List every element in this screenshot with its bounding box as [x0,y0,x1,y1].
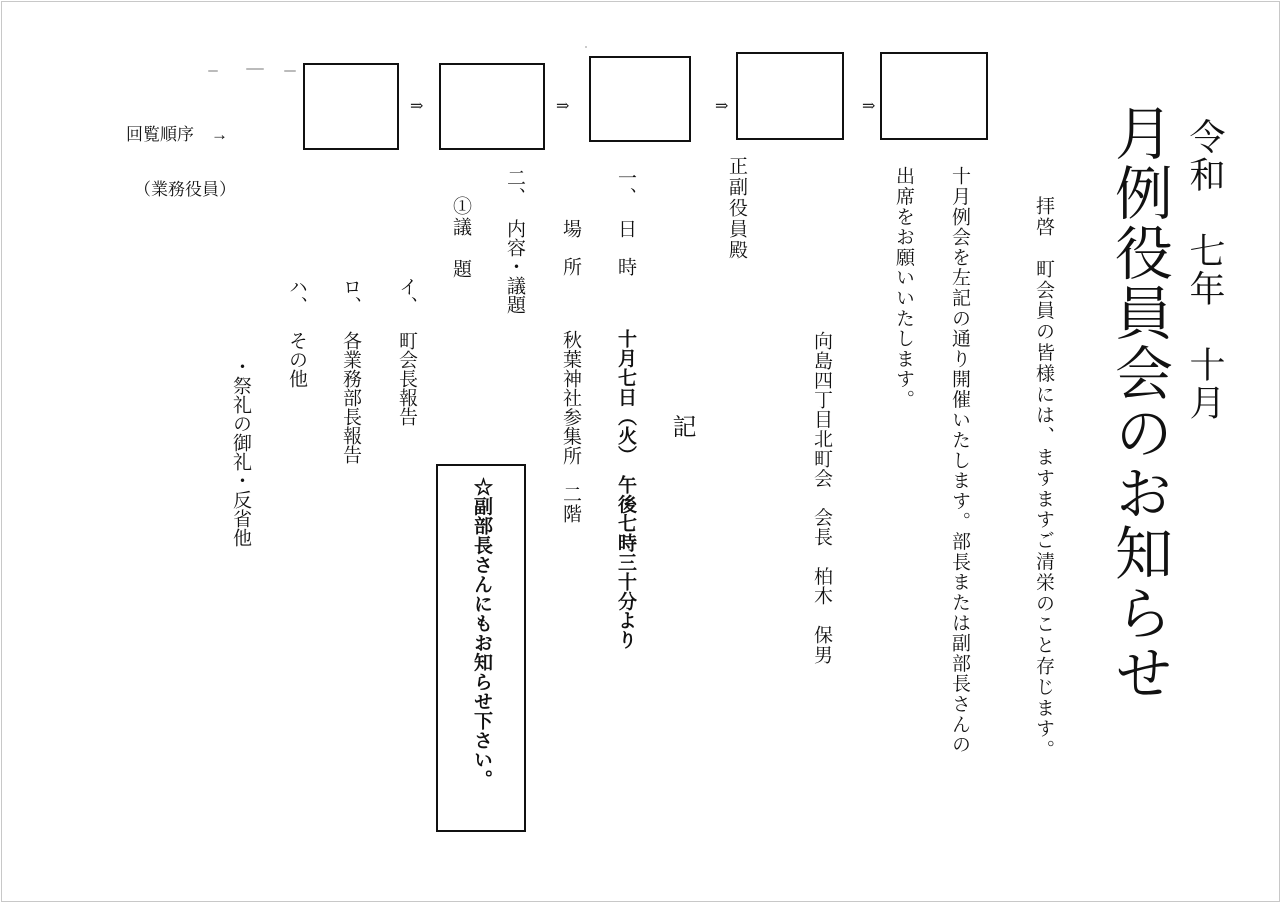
agenda-item-i-mark: イ、 [396,277,418,315]
stamp-box-2 [439,63,545,150]
agenda-item-ha: その他 [286,331,308,388]
item-2-number: 二、 [504,168,526,206]
datetime-label: 日 時 [615,219,637,276]
circulation-arrow-1: ⇒ [410,96,424,115]
stamp-box-5 [880,52,988,140]
circulation-arrow-4: ⇒ [862,96,876,115]
stamp-box-3 [589,56,691,142]
item-1-number: 一、 [615,168,637,206]
circulation-arrow-3: ⇒ [715,96,729,115]
agenda-item-ha-mark: ハ、 [286,277,308,315]
circulation-arrow-2: ⇒ [556,96,570,115]
agenda-item-ro: 各業務部長報告 [340,331,362,464]
circulation-label: 回覧順序 → [126,125,228,144]
sender: 向島四丁目北町会 会長 柏木 保男 [811,331,833,665]
body-line-2: 出席をお願いいたします。 [893,166,915,410]
datetime-value: 十月七日（火） 午後七時三十分より [615,329,637,650]
body-line-1: 十月例会を左記の通り開催いたします。部長または副部長さんの [949,166,971,755]
agenda-other-detail: ・祭礼の御礼・反省他 [230,357,252,547]
scan-speck [246,68,264,70]
greeting: 拝啓 町会員の皆様には、ますますご清栄のこと存じます。 [1033,196,1055,761]
date-era: 令和 七年 十月 [1184,118,1225,422]
agenda-label: ①議 題 [450,196,472,280]
agenda-item-ro-mark: ロ、 [340,277,362,315]
page-title: 月例役員会のお知らせ [1105,103,1173,703]
content-label: 内容・議題 [504,219,526,314]
notice-text: ☆副部長さんにもお知らせ下さい。 [471,477,493,789]
ki-heading: 記 [668,414,696,438]
agenda-item-i: 町会長報告 [396,331,418,426]
stamp-box-1 [303,63,399,150]
place-label: 場 所 [560,219,582,276]
circulation-sub-label: （業務役員） [134,180,236,199]
stamp-box-4 [736,52,844,140]
scan-speck [208,70,218,72]
scan-speck [284,70,296,72]
place-value: 秋葉神社参集所 二階 [560,330,582,523]
addressee: 正副役員殿 [726,156,748,261]
scan-speck [585,46,587,48]
